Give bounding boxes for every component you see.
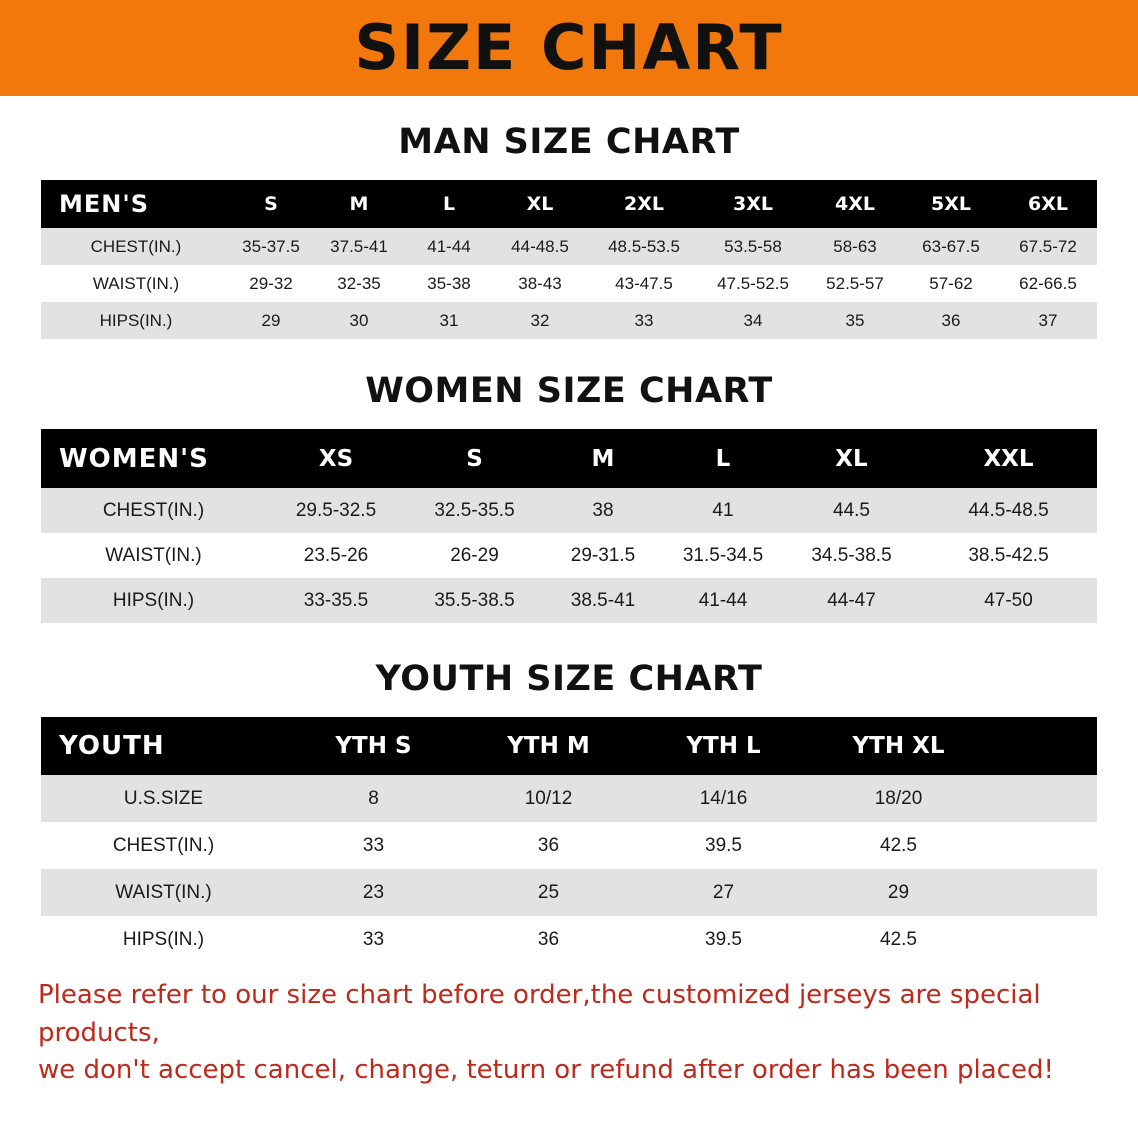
page-banner [0,0,1138,96]
man-chest-4xl: 58-63 [807,228,903,265]
women-header-l: L [663,429,783,488]
table-row [41,228,1097,265]
table-row [41,822,1097,869]
man-header-xl: XL [491,180,589,228]
man-waist-4xl: 52.5-57 [807,265,903,302]
man-header-l: L [407,180,491,228]
youth-waist-yth-l: 27 [636,869,811,916]
youth-ussize-spacer [986,775,1097,822]
women-hips-m: 38.5-41 [543,578,663,623]
youth-waist-yth-xl: 29 [811,869,986,916]
man-row-chest-label: CHEST(IN.) [41,228,231,265]
table-row [41,869,1097,916]
women-hips-xl: 44-47 [783,578,920,623]
youth-chest-yth-xl: 42.5 [811,822,986,869]
youth-waist-yth-s: 23 [286,869,461,916]
youth-hips-yth-l: 39.5 [636,916,811,963]
man-hips-2xl: 33 [589,302,699,339]
youth-ussize-yth-l: 14/16 [636,775,811,822]
women-section-heading: WOMEN SIZE CHART [365,371,773,411]
man-row-waist-label: WAIST(IN.) [41,265,231,302]
man-row-hips-label: HIPS(IN.) [41,302,231,339]
man-chest-l: 41-44 [407,228,491,265]
table-row [41,265,1097,302]
man-hips-m: 30 [311,302,407,339]
women-header-xxl: XXL [920,429,1097,488]
women-header-m: M [543,429,663,488]
man-chest-s: 35-37.5 [231,228,311,265]
women-row-hips-label: HIPS(IN.) [41,578,266,623]
man-waist-m: 32-35 [311,265,407,302]
youth-chest-spacer [986,822,1097,869]
man-chest-m: 37.5-41 [311,228,407,265]
table-row [41,916,1097,963]
women-row-waist-label: WAIST(IN.) [41,533,266,578]
women-header-s: S [406,429,543,488]
table-row [41,533,1097,578]
disclaimer-line-1: Please refer to our size chart before order,the customized jerseys are special products, [38,980,1041,1048]
man-hips-s: 29 [231,302,311,339]
youth-chest-yth-l: 39.5 [636,822,811,869]
man-hips-xl: 32 [491,302,589,339]
man-chest-xl: 44-48.5 [491,228,589,265]
youth-waist-yth-m: 25 [461,869,636,916]
page-title: SIZE CHART [354,11,784,84]
women-header-xs: XS [266,429,406,488]
man-hips-l: 31 [407,302,491,339]
man-chest-2xl: 48.5-53.5 [589,228,699,265]
youth-header-label: YOUTH [41,717,286,775]
youth-row-chest-label: CHEST(IN.) [41,822,286,869]
women-waist-xl: 34.5-38.5 [783,533,920,578]
youth-ussize-yth-s: 8 [286,775,461,822]
youth-chest-yth-m: 36 [461,822,636,869]
man-header-5xl: 5XL [903,180,999,228]
women-chest-s: 32.5-35.5 [406,488,543,533]
man-hips-3xl: 34 [699,302,807,339]
women-row-chest-label: CHEST(IN.) [41,488,266,533]
table-row [41,578,1097,623]
youth-header-yth-s: YTH S [286,717,461,775]
women-chest-xxl: 44.5-48.5 [920,488,1097,533]
women-waist-xxl: 38.5-42.5 [920,533,1097,578]
man-header-4xl: 4XL [807,180,903,228]
women-table-header-row [41,429,1097,488]
man-waist-s: 29-32 [231,265,311,302]
man-hips-6xl: 37 [999,302,1097,339]
youth-header-spacer [986,717,1097,775]
man-waist-l: 35-38 [407,265,491,302]
women-size-table [41,429,1097,623]
youth-header-yth-m: YTH M [461,717,636,775]
youth-header-yth-xl: YTH XL [811,717,986,775]
youth-chest-yth-s: 33 [286,822,461,869]
youth-row-ussize-label: U.S.SIZE [41,775,286,822]
man-waist-xl: 38-43 [491,265,589,302]
youth-table-header-row [41,717,1097,775]
youth-hips-yth-xl: 42.5 [811,916,986,963]
disclaimer-line-2: we don't accept cancel, change, teturn or refund after order has been placed! [38,1055,1054,1086]
man-table-header-row [41,180,1097,228]
women-waist-s: 26-29 [406,533,543,578]
table-row [41,302,1097,339]
youth-hips-yth-m: 36 [461,916,636,963]
table-row [41,775,1097,822]
man-chest-5xl: 63-67.5 [903,228,999,265]
man-header-2xl: 2XL [589,180,699,228]
women-chest-m: 38 [543,488,663,533]
youth-section-heading: YOUTH SIZE CHART [375,659,763,699]
youth-ussize-yth-xl: 18/20 [811,775,986,822]
women-waist-l: 31.5-34.5 [663,533,783,578]
women-waist-m: 29-31.5 [543,533,663,578]
man-waist-3xl: 47.5-52.5 [699,265,807,302]
man-waist-5xl: 57-62 [903,265,999,302]
women-chest-xs: 29.5-32.5 [266,488,406,533]
women-hips-xxl: 47-50 [920,578,1097,623]
women-header-label: WOMEN'S [41,429,266,488]
women-hips-l: 41-44 [663,578,783,623]
women-hips-s: 35.5-38.5 [406,578,543,623]
youth-waist-spacer [986,869,1097,916]
man-header-6xl: 6XL [999,180,1097,228]
table-row [41,488,1097,533]
women-header-xl: XL [783,429,920,488]
youth-row-hips-label: HIPS(IN.) [41,916,286,963]
man-header-label: MEN'S [41,180,231,228]
youth-header-yth-l: YTH L [636,717,811,775]
women-chest-xl: 44.5 [783,488,920,533]
man-size-table [41,180,1097,339]
youth-hips-yth-s: 33 [286,916,461,963]
man-header-m: M [311,180,407,228]
women-waist-xs: 23.5-26 [266,533,406,578]
man-chest-6xl: 67.5-72 [999,228,1097,265]
women-hips-xs: 33-35.5 [266,578,406,623]
man-section-heading: MAN SIZE CHART [398,122,740,162]
youth-row-waist-label: WAIST(IN.) [41,869,286,916]
youth-ussize-yth-m: 10/12 [461,775,636,822]
man-hips-5xl: 36 [903,302,999,339]
man-hips-4xl: 35 [807,302,903,339]
youth-size-table [41,717,1097,963]
man-chest-3xl: 53.5-58 [699,228,807,265]
man-waist-2xl: 43-47.5 [589,265,699,302]
women-chest-l: 41 [663,488,783,533]
man-header-s: S [231,180,311,228]
man-waist-6xl: 62-66.5 [999,265,1097,302]
youth-hips-spacer [986,916,1097,963]
disclaimer-note [38,977,1100,1090]
man-header-3xl: 3XL [699,180,807,228]
